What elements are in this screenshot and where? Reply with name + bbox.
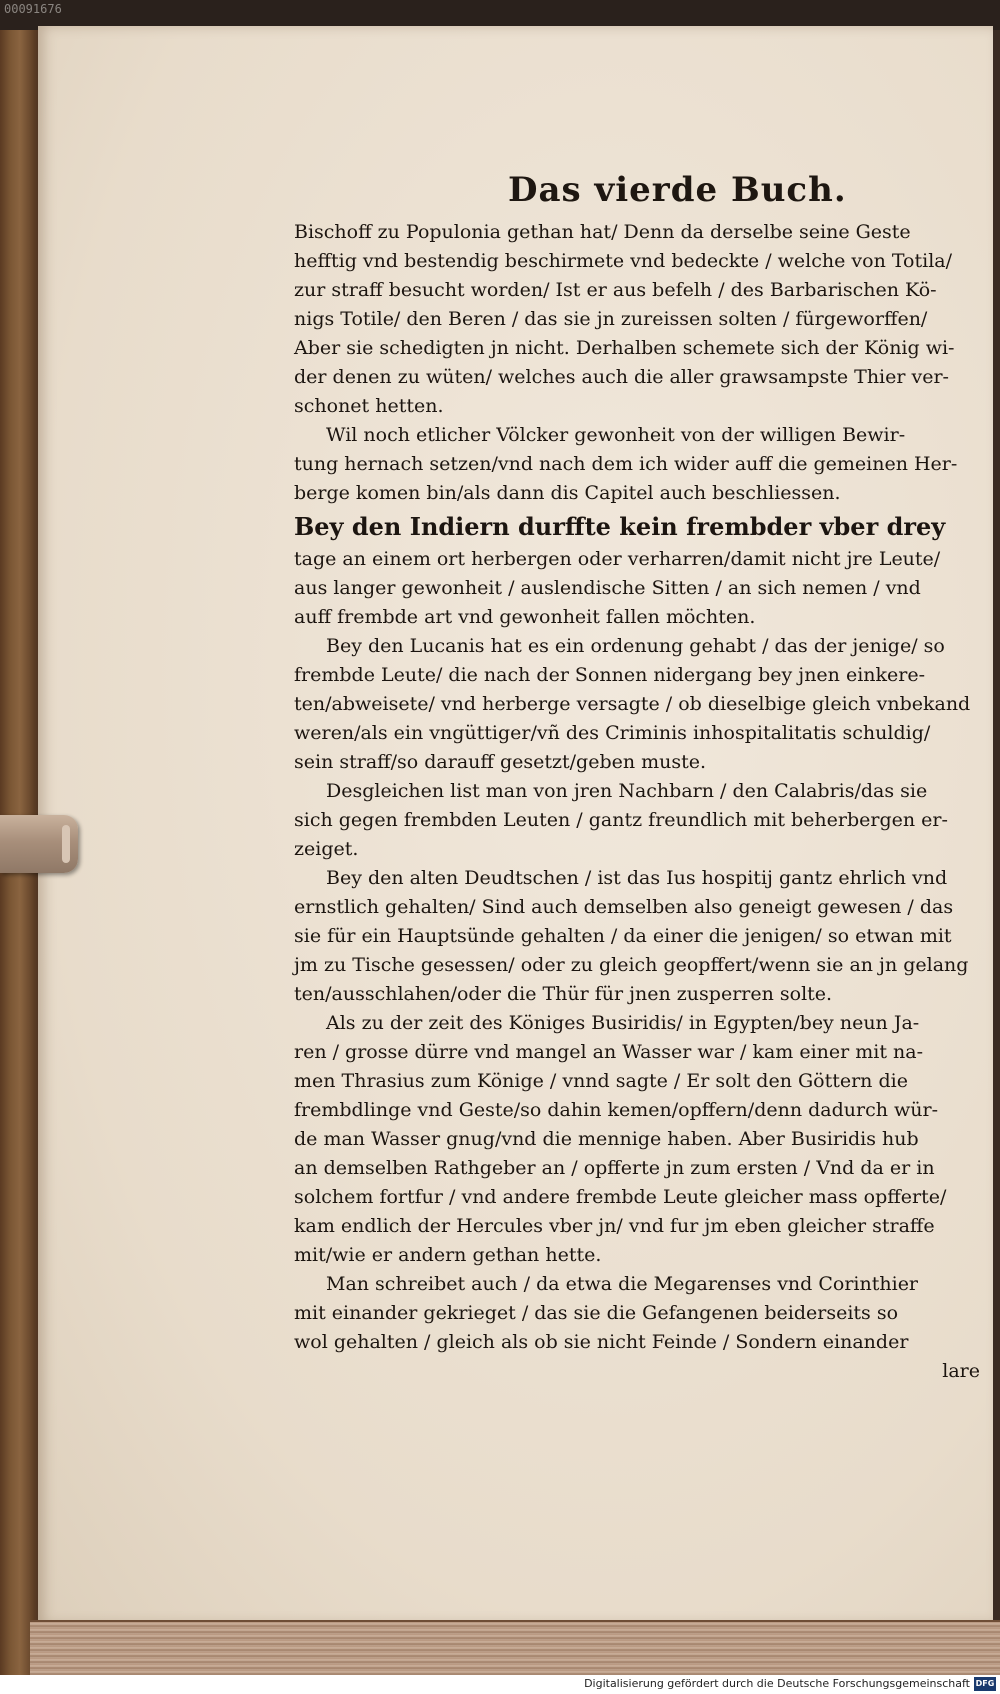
text-line: der denen zu wüten/ welches auch die aller grawsampste Thier ver- <box>294 366 949 388</box>
text-line: aus langer gewonheit / auslendische Sitten / an sich nemen / vnd <box>294 577 921 599</box>
text-line: Als zu der zeit des Königes Busiridis/ in Egypten/bey neun Ja- <box>326 1012 920 1034</box>
catchword: lare <box>942 1360 980 1382</box>
scan-id-label: 00091676 <box>4 2 62 16</box>
text-line: jm zu Tische gesessen/ oder zu gleich geopffert/wenn sie an jn gelang <box>294 954 969 976</box>
text-line: Aber sie schedigten jn nicht. Derhalben schemete sich der König wi- <box>294 337 955 359</box>
text-line: kam endlich der Hercules vber jn/ vnd fur jm eben gleicher straffe <box>294 1215 935 1237</box>
text-line: mit einander gekrieget / das sie die Gefangenen beiderseits so <box>294 1302 899 1324</box>
footer-bar <box>0 1675 1000 1694</box>
text-line: ernstlich gehalten/ Sind auch demselben also geneigt gewesen / das <box>294 896 954 918</box>
text-line: ten/abweisete/ vnd herberge versagte / ob dieselbige gleich vnbekand <box>294 693 971 715</box>
page-body-text <box>294 218 994 1386</box>
text-line: frembde Leute/ die nach der Sonnen nidergang bey jnen einkere- <box>294 664 926 686</box>
text-line: sein straff/so darauff gesetzt/geben muste. <box>294 751 707 773</box>
text-line: solchem fortfur / vnd andere frembde Leute gleicher mass opfferte/ <box>294 1186 947 1208</box>
text-line: berge komen bin/als dann dis Capitel auch beschliessen. <box>294 482 841 504</box>
text-line: schonet hetten. <box>294 395 444 417</box>
text-line: sie für ein Hauptsünde gehalten / da einer die jenigen/ so etwan mit <box>294 925 952 947</box>
text-line: an demselben Rathgeber an / opfferte jn zum ersten / Vnd da er in <box>294 1157 935 1179</box>
text-line: ren / grosse dürre vnd mangel an Wasser war / kam einer mit na- <box>294 1041 924 1063</box>
text-line: nigs Totile/ den Beren / das sie jn zureissen solten / fürgeworffen/ <box>294 308 928 330</box>
text-line: zeiget. <box>294 838 359 860</box>
text-line: tage an einem ort herbergen oder verharren/damit nicht jre Leute/ <box>294 548 941 570</box>
text-line: Bey den alten Deudtschen / ist das Ius hospitij gantz ehrlich vnd <box>326 867 948 889</box>
text-line: Bey den Lucanis hat es ein ordenung gehabt / das der jenige/ so <box>326 635 945 657</box>
text-line: tung hernach setzen/vnd nach dem ich wider auff die gemeinen Her- <box>294 453 958 475</box>
text-line: hefftig vnd bestendig beschirmete vnd bedeckte / welche von Totila/ <box>294 250 953 272</box>
text-line: Man schreibet auch / da etwa die Megarenses vnd Corinthier <box>326 1273 919 1295</box>
text-line: Bey den Indiern durffte kein frembder vber drey <box>294 512 946 541</box>
running-head: Das vierde Buch. <box>508 170 847 210</box>
text-line: sich gegen frembden Leuten / gantz freundlich mit beherbergen er- <box>294 809 948 831</box>
text-line: ten/ausschlahen/oder die Thür für jnen zusperren solte. <box>294 983 833 1005</box>
text-line: weren/als ein vngüttiger/vñ des Criminis inhospitalitatis schuldig/ <box>294 722 931 744</box>
text-line: Bischoff zu Populonia gethan hat/ Denn da derselbe seine Geste <box>294 221 911 243</box>
text-line: frembdlinge vnd Geste/so dahin kemen/opffern/denn dadurch wür- <box>294 1099 939 1121</box>
dfg-logo-icon: DFG <box>974 1677 996 1691</box>
page-edges-bottom <box>30 1620 1000 1677</box>
text-line: Desgleichen list man von jren Nachbarn / den Calabris/das sie <box>326 780 928 802</box>
text-line: auff frembde art vnd gewonheit fallen möchten. <box>294 606 756 628</box>
footer-credit: Digitalisierung gefördert durch die Deutsche Forschungsgemeinschaft <box>584 1677 970 1690</box>
text-line: mit/wie er andern gethan hette. <box>294 1244 602 1266</box>
text-line: men Thrasius zum Könige / vnnd sagte / Er solt den Göttern die <box>294 1070 908 1092</box>
text-line: zur straff besucht worden/ Ist er aus befelh / des Barbarischen Kö- <box>294 279 937 301</box>
text-line: de man Wasser gnug/vnd die mennige haben. Aber Busiridis hub <box>294 1128 919 1150</box>
text-line: wol gehalten / gleich als ob sie nicht Feinde / Sondern einander <box>294 1331 909 1353</box>
book-clasp <box>0 815 78 873</box>
book-page <box>38 26 993 1624</box>
text-line: Wil noch etlicher Völcker gewonheit von der willigen Bewir- <box>326 424 906 446</box>
